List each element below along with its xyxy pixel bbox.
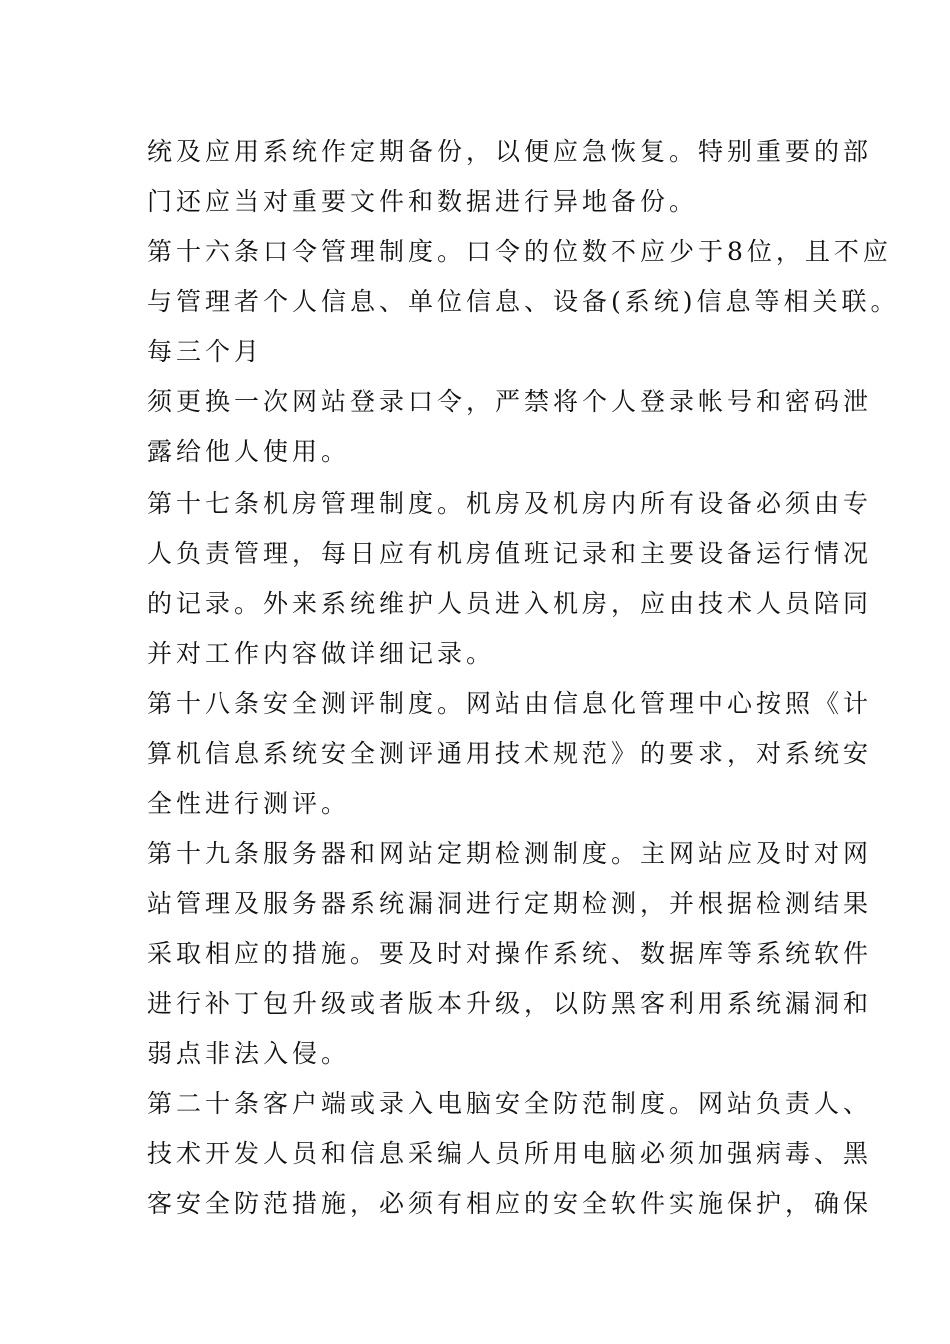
text-line: 并对工作内容做详细记录。 bbox=[147, 639, 496, 668]
text-line: 第十七条机房管理制度。机房及机房内所有设备必须由专 bbox=[147, 489, 873, 518]
text-line: 人负责管理，每日应有机房值班记录和主要设备运行情况 bbox=[147, 539, 873, 568]
text-line: 采取相应的措施。要及时对操作系统、数据库等系统软件 bbox=[147, 939, 873, 968]
text-line: 每三个月 bbox=[147, 337, 264, 366]
text-line: 的记录。外来系统维护人员进入机房，应由技术人员陪同 bbox=[147, 589, 873, 618]
text-line: 统及应用系统作定期备份，以便应急恢复。特别重要的部 bbox=[147, 137, 873, 166]
text-line: 进行补丁包升级或者版本升级，以防黑客利用系统漏洞和 bbox=[147, 989, 873, 1018]
text-line: 全性进行测评。 bbox=[147, 789, 351, 818]
text-line: 第十八条安全测评制度。网站由信息化管理中心按照《计 bbox=[147, 689, 873, 718]
text-line: 弱点非法入侵。 bbox=[147, 1039, 351, 1068]
text-line: 算机信息系统安全测评通用技术规范》的要求，对系统安 bbox=[147, 739, 873, 768]
text-line: 站管理及服务器系统漏洞进行定期检测，并根据检测结果 bbox=[147, 889, 873, 918]
text-line: 须更换一次网站登录口令，严禁将个人登录帐号和密码泄 bbox=[147, 387, 873, 416]
text-line: 与管理者个人信息、单位信息、设备(系统)信息等相关联。 bbox=[147, 287, 900, 316]
text-line: 技术开发人员和信息采编人员所用电脑必须加强病毒、黑 bbox=[147, 1139, 873, 1168]
text-line: 第十六条口令管理制度。口令的位数不应少于8位，且不应 bbox=[147, 237, 892, 266]
text-line: 露给他人使用。 bbox=[147, 437, 351, 466]
text-line: 第二十条客户端或录入电脑安全防范制度。网站负责人、 bbox=[147, 1089, 873, 1118]
text-line: 客安全防范措施，必须有相应的安全软件实施保护，确保 bbox=[147, 1189, 873, 1218]
text-line: 第十九条服务器和网站定期检测制度。主网站应及时对网 bbox=[147, 839, 873, 868]
text-line: 门还应当对重要文件和数据进行异地备份。 bbox=[147, 187, 699, 216]
